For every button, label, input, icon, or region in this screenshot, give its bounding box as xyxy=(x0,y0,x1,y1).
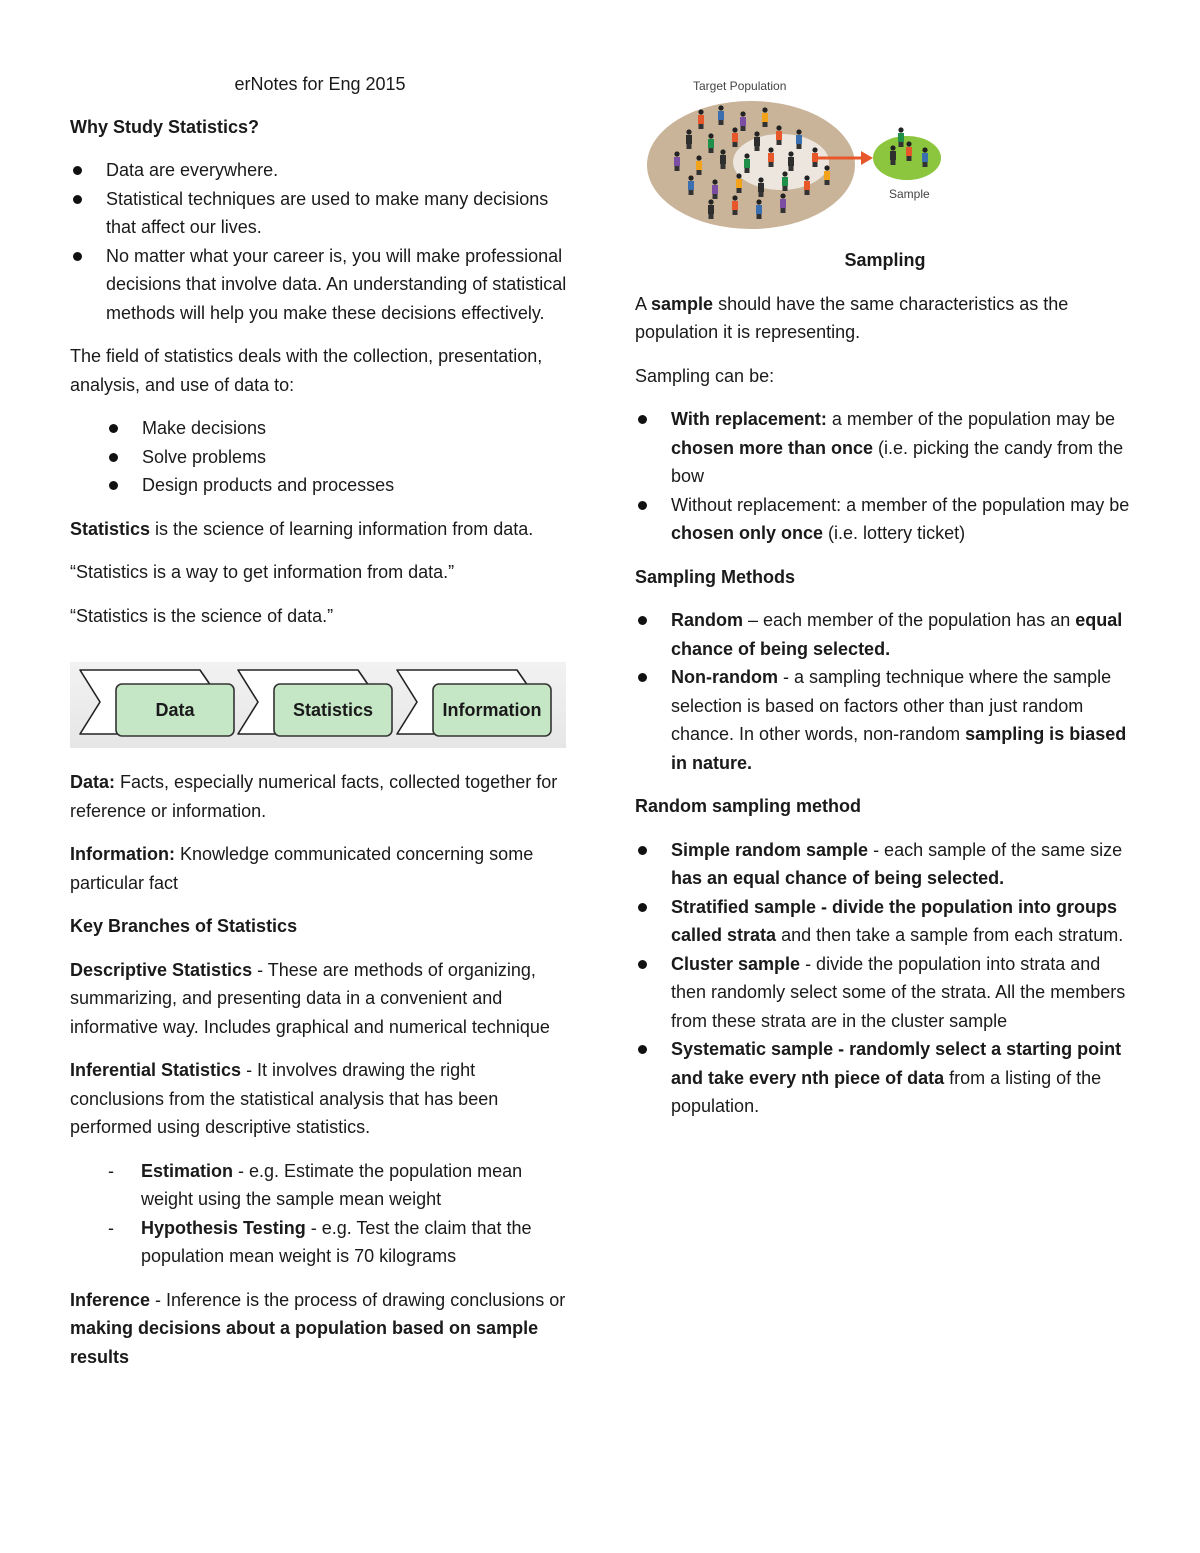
selection-arrow-head xyxy=(861,151,873,165)
person-figure xyxy=(890,151,896,160)
person-figure xyxy=(890,145,895,150)
list-item: - Hypothesis Testing - e.g. Test the claim that the population mean weight is 70 kilograms xyxy=(106,1214,570,1271)
person-figure xyxy=(712,185,718,194)
list-item: - Estimation - e.g. Estimate the population mean weight using the sample mean weight xyxy=(106,1157,570,1214)
person-figure xyxy=(758,177,763,182)
information-definition: Information: Knowledge communicated concerning some particular fact xyxy=(70,844,534,893)
person-figure xyxy=(891,160,896,165)
person-figure xyxy=(922,153,928,162)
person-figure xyxy=(699,124,704,129)
person-figure xyxy=(708,199,713,204)
list-item: Simple random sample - each sample of the same size has an equal chance of being selected. xyxy=(635,836,1135,893)
person-figure xyxy=(737,188,742,193)
bold-term: Systematic sample - randomly select a starting point and take every nth piece of data xyxy=(671,1039,1122,1088)
person-figure xyxy=(709,148,714,153)
quote-two: “Statistics is the science of data.” xyxy=(70,605,334,626)
bold-term: Data: xyxy=(70,772,116,792)
person-figure xyxy=(780,193,785,198)
bold-term: Cluster sample xyxy=(671,953,801,974)
key-branches-heading: Key Branches of Statistics xyxy=(70,916,298,936)
why-study-list xyxy=(70,156,570,327)
person-figure xyxy=(768,153,774,162)
person-figure xyxy=(907,156,912,161)
person-figure xyxy=(708,205,714,214)
person-figure xyxy=(687,144,692,149)
person-figure xyxy=(689,190,694,195)
person-figure xyxy=(698,109,703,114)
person-figure xyxy=(709,214,714,219)
person-figure xyxy=(696,155,701,160)
bold-term: equal chance of being selected. xyxy=(671,610,1123,659)
bold-term: has an equal chance of being selected. xyxy=(671,868,1005,888)
bold-term: Random xyxy=(671,610,743,630)
left-column xyxy=(70,70,570,1386)
bold-term: Stratified sample - divide the population into groups called strata xyxy=(671,896,1118,945)
replacement-list xyxy=(635,405,1135,548)
bold-term: Inference xyxy=(70,1289,151,1310)
person-figure xyxy=(686,135,692,144)
person-figure xyxy=(732,133,738,142)
person-figure xyxy=(805,190,810,195)
person-figure xyxy=(824,171,830,180)
bold-term: sampling is biased in nature. xyxy=(671,724,1127,773)
person-figure xyxy=(756,205,762,214)
bold-term: Simple random sample xyxy=(671,839,869,860)
sampling-methods-heading: Sampling Methods xyxy=(635,566,796,587)
sample-label: Sample xyxy=(889,187,930,201)
person-figure xyxy=(713,194,718,199)
person-figure xyxy=(788,151,793,156)
person-figure xyxy=(718,105,723,110)
random-sampling-heading: Random sampling method xyxy=(635,796,862,816)
list-item: Solve problems xyxy=(106,443,570,472)
person-figure xyxy=(754,137,760,146)
random-sampling-list xyxy=(635,836,1135,1121)
target-population-sample-figure xyxy=(631,70,961,238)
inference-paragraph: Inference - Inference is the process of drawing conclusions or making decisions about a population based on sample results xyxy=(70,1289,566,1367)
person-figure xyxy=(697,170,702,175)
person-figure xyxy=(732,195,737,200)
list-item: Non-random - a sampling technique where the sample selection is based on factors other than just random chance. In other words, non-random sampling is biased in nature. xyxy=(635,663,1135,777)
list-item: With replacement: a member of the population may be chosen more than once (i.e. picking the candy from the bow xyxy=(635,405,1135,491)
bold-term: Non-random xyxy=(671,667,778,687)
person-figure xyxy=(906,147,912,156)
person-figure xyxy=(720,155,726,164)
bold-term: Statistics xyxy=(70,518,151,539)
person-figure xyxy=(732,127,737,132)
person-figure xyxy=(675,166,680,171)
person-figure xyxy=(720,149,725,154)
person-figure xyxy=(797,144,802,149)
bold-term: Hypothesis Testing xyxy=(141,1217,306,1238)
quote-one: “Statistics is a way to get information from data.” xyxy=(70,562,455,582)
person-figure xyxy=(759,192,764,197)
person-figure xyxy=(758,183,764,192)
bold-term: Inferential Statistics xyxy=(70,1060,242,1080)
flow-label-statistics: Statistics xyxy=(292,700,374,720)
person-figure xyxy=(804,181,810,190)
person-figure xyxy=(674,151,679,156)
descriptive-statistics-paragraph: Descriptive Statistics - These are methods of organizing, summarizing, and presenting data in a convenient and informative way. Includes graphical and numerical technique xyxy=(70,959,550,1037)
bold-term: With replacement: xyxy=(671,409,827,429)
person-figure xyxy=(782,171,787,176)
list-item: Design products and processes xyxy=(106,471,570,500)
person-figure xyxy=(923,162,928,167)
person-figure xyxy=(736,179,742,188)
list-item: Cluster sample - divide the population into strata and then randomly select some of the strata. All the members from these strata are in the cluster sample xyxy=(635,950,1135,1036)
person-figure xyxy=(898,127,903,132)
person-figure xyxy=(812,147,817,152)
statistics-definition: Statistics is the science of learning information from data. xyxy=(70,518,534,539)
bold-term: sample xyxy=(651,293,714,314)
person-figure xyxy=(757,214,762,219)
person-figure xyxy=(756,199,761,204)
why-study-heading: Why Study Statistics? xyxy=(70,116,260,137)
sampling-methods-list xyxy=(635,606,1135,777)
sample-definition: A sample should have the same characteristics as the population it is representing. xyxy=(635,293,1069,342)
bold-term: Estimation xyxy=(141,1160,234,1181)
inferential-statistics-paragraph: Inferential Statistics - It involves drawing the right conclusions from the statistical analysis that has been performed using descriptive statistics. xyxy=(70,1060,499,1137)
person-figure xyxy=(825,180,830,185)
person-figure xyxy=(824,165,829,170)
person-figure xyxy=(762,107,767,112)
person-figure xyxy=(763,122,768,127)
target-population-label: Target Population xyxy=(693,79,787,93)
person-figure xyxy=(708,133,713,138)
person-figure xyxy=(732,201,738,210)
list-item: Random – each member of the population has an equal chance of being selected. xyxy=(635,606,1135,663)
list-item: Without replacement: a member of the population may be chosen only once (i.e. lottery ticket) xyxy=(635,491,1135,548)
person-figure xyxy=(674,157,680,166)
person-figure xyxy=(688,181,694,190)
person-figure xyxy=(796,135,802,144)
person-figure xyxy=(796,129,801,134)
person-figure xyxy=(769,162,774,167)
person-figure xyxy=(736,173,741,178)
list-item: No matter what your career is, you will make professional decisions that involve data. An understanding of statistical methods will help you make these decisions effectively. xyxy=(70,242,570,328)
person-figure xyxy=(898,133,904,142)
person-figure xyxy=(741,126,746,131)
field-intro-paragraph: The field of statistics deals with the collection, presentation, analysis, and use of data to: xyxy=(70,346,543,395)
person-figure xyxy=(733,142,738,147)
person-figure xyxy=(780,199,786,208)
data-definition: Data: Facts, especially numerical facts, collected together for reference or information. xyxy=(70,772,558,821)
right-column xyxy=(635,70,1135,1136)
flow-label-information: Information xyxy=(442,700,542,720)
person-figure xyxy=(789,166,794,171)
person-figure xyxy=(777,140,782,145)
person-figure xyxy=(776,125,781,130)
person-figure xyxy=(721,164,726,169)
person-figure xyxy=(744,153,749,158)
inferential-types-list xyxy=(70,1157,570,1271)
bold-term: Descriptive Statistics xyxy=(70,959,253,980)
person-figure xyxy=(781,208,786,213)
person-figure xyxy=(745,168,750,173)
person-figure xyxy=(740,111,745,116)
person-figure xyxy=(733,210,738,215)
list-item: Stratified sample - divide the population into groups called strata and then take a sample from each stratum. xyxy=(635,893,1135,950)
person-figure xyxy=(788,157,794,166)
person-figure xyxy=(755,146,760,151)
person-figure xyxy=(719,120,724,125)
person-figure xyxy=(768,147,773,152)
person-figure xyxy=(708,139,714,148)
bold-term: Information: xyxy=(70,844,175,864)
bold-term: making decisions about a population based on sample results xyxy=(70,1318,539,1367)
person-figure xyxy=(783,186,788,191)
sampling-heading: Sampling xyxy=(844,250,926,270)
person-figure xyxy=(899,142,904,147)
person-figure xyxy=(782,177,788,186)
data-statistics-information-diagram xyxy=(70,662,566,748)
person-figure xyxy=(922,147,927,152)
flow-label-data: Data xyxy=(155,700,195,720)
list-item: Systematic sample - randomly select a starting point and take every nth piece of data from a listing of the population. xyxy=(635,1035,1135,1121)
list-item: Statistical techniques are used to make many decisions that affect our lives. xyxy=(70,185,570,242)
list-item: Data are everywhere. xyxy=(70,156,570,185)
sampling-can-be: Sampling can be: xyxy=(635,365,775,386)
person-figure xyxy=(813,162,818,167)
person-figure xyxy=(754,131,759,136)
person-figure xyxy=(776,131,782,140)
field-uses-list xyxy=(70,414,570,500)
person-figure xyxy=(718,111,724,120)
person-figure xyxy=(744,159,750,168)
person-figure xyxy=(804,175,809,180)
person-figure xyxy=(686,129,691,134)
person-figure xyxy=(696,161,702,170)
person-figure xyxy=(698,115,704,124)
person-figure xyxy=(762,113,768,122)
person-figure xyxy=(688,175,693,180)
list-item: Make decisions xyxy=(106,414,570,443)
person-figure xyxy=(740,117,746,126)
document-title: erNotes for Eng 2015 xyxy=(234,74,406,94)
bold-term: chosen more than once xyxy=(671,437,874,458)
bold-term: chosen only once xyxy=(671,523,824,543)
person-figure xyxy=(906,141,911,146)
person-figure xyxy=(712,179,717,184)
